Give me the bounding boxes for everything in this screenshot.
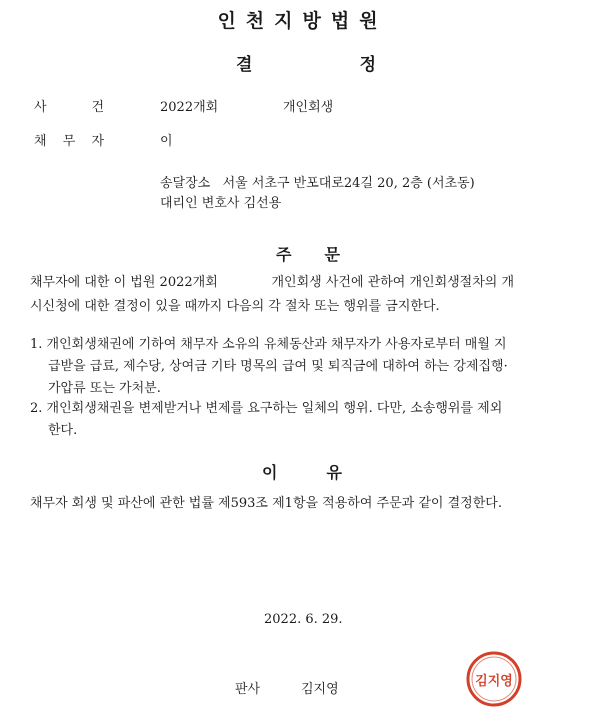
decision-date: 2022. 6. 29. xyxy=(264,612,343,627)
order-item-1 xyxy=(30,334,508,400)
debtor-label-char: 채 xyxy=(34,134,47,149)
order-item-line: 가압류 또는 가처분. xyxy=(48,381,161,396)
order-heading xyxy=(276,242,340,265)
debtor-label-char: 무 xyxy=(62,134,76,149)
court-name: 인천지방법원 xyxy=(217,10,388,32)
case-label-char: 사 xyxy=(34,100,47,115)
reason-text: 채무자 회생 및 파산에 관한 법률 제593조 제1항을 적용하여 주문과 같이 결정한다. xyxy=(30,496,502,511)
document-title-left: 결 xyxy=(236,55,253,75)
case-label xyxy=(34,96,104,115)
order-item-line: 한다. xyxy=(48,423,78,438)
document-title xyxy=(236,50,376,75)
order-intro xyxy=(30,271,514,319)
case-label-char: 건 xyxy=(91,100,104,115)
order-item-line: 1. 개인회생채권에 기하여 채무자 소유의 유체동산과 채무자가 사용자로부터 매월 지 xyxy=(30,337,507,352)
reason-heading xyxy=(262,460,342,483)
attorney: 대리인 변호사 김선용 xyxy=(160,196,282,211)
debtor-name: 이 xyxy=(160,134,173,149)
case-number: 2022개회 xyxy=(160,100,219,115)
debtor-label xyxy=(34,130,104,149)
service-address: 송달장소 서울 서초구 반포대로24길 20, 2층 (서초동) xyxy=(160,176,475,191)
order-intro-line: 채무자에 대한 이 법원 2022개회 개인회생 사건에 관하여 개인회생절차의 개 xyxy=(30,275,515,290)
debtor-label-char: 자 xyxy=(91,134,104,149)
document-title-right: 정 xyxy=(359,55,376,75)
order-item-2 xyxy=(30,398,502,442)
order-item-line: 급받을 급료, 제수당, 상여금 기타 명목의 급여 및 퇴직금에 대하여 하는 강제집행· xyxy=(48,359,508,374)
order-heading-char: 문 xyxy=(324,245,340,264)
judge-title: 판사 xyxy=(235,682,261,697)
reason-heading-char: 유 xyxy=(326,463,342,482)
seal-icon xyxy=(465,650,523,708)
order-heading-char: 주 xyxy=(276,245,292,264)
judge-name: 김지영 xyxy=(301,682,339,697)
order-intro-line: 시신청에 대한 결정이 있을 때까지 다음의 각 절차 또는 행위를 금지한다. xyxy=(30,299,440,314)
judge-seal xyxy=(465,650,523,708)
reason-heading-char: 이 xyxy=(262,463,278,482)
order-item-line: 2. 개인회생채권을 변제받거나 변제를 요구하는 일체의 행위. 다만, 소송행위를 제외 xyxy=(30,401,503,416)
case-type: 개인회생 xyxy=(283,100,334,115)
seal-text: 김지영 xyxy=(475,674,513,689)
